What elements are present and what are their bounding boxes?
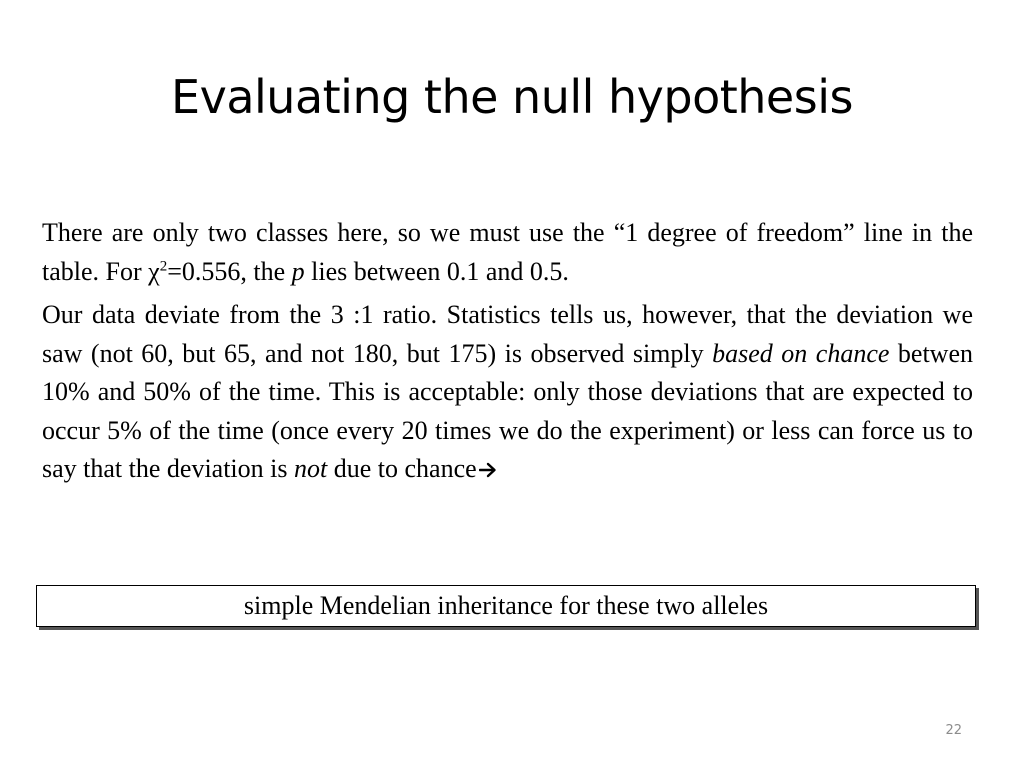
right-arrow-icon: [479, 451, 497, 467]
chi-superscript: 2: [159, 257, 168, 274]
paragraph-1-text-a: There are only two classes here, so we must use the “1 degree of freedom” line in the table. For: [42, 218, 973, 286]
p-value-symbol: p: [291, 256, 305, 286]
paragraph-2-text-b: betwen 10% and 50% of the time. This is acceptable: only those deviations that are expected to occur 5% of the time (once every 20 times we do the experiment) or less can force us to say that the deviation is: [42, 338, 973, 483]
chi-symbol: χ: [148, 256, 160, 286]
paragraph-2-text-a: Our data deviate from the 3 :1 ratio. Statistics tells us, however, that the deviation we saw (not 60, but 65, and not 180, but 175) is observed simply: [42, 300, 973, 368]
paragraph-deviation-explanation: [42, 296, 973, 489]
not-emphasis: not: [294, 454, 328, 483]
page-number: 22: [945, 723, 962, 738]
paragraph-1-text-c: lies between 0.1 and 0.5.: [304, 256, 569, 286]
paragraph-degrees-of-freedom: [42, 214, 973, 291]
paragraph-2-text-c: due to chance: [327, 454, 477, 483]
slide-body: [42, 214, 973, 489]
based-on-chance-emphasis: based on chance: [712, 338, 890, 368]
slide-title: Evaluating the null hypothesis: [171, 70, 853, 124]
conclusion-box: simple Mendelian inheritance for these two alleles: [36, 585, 976, 627]
paragraph-1-text-b: =0.556, the: [167, 256, 292, 286]
